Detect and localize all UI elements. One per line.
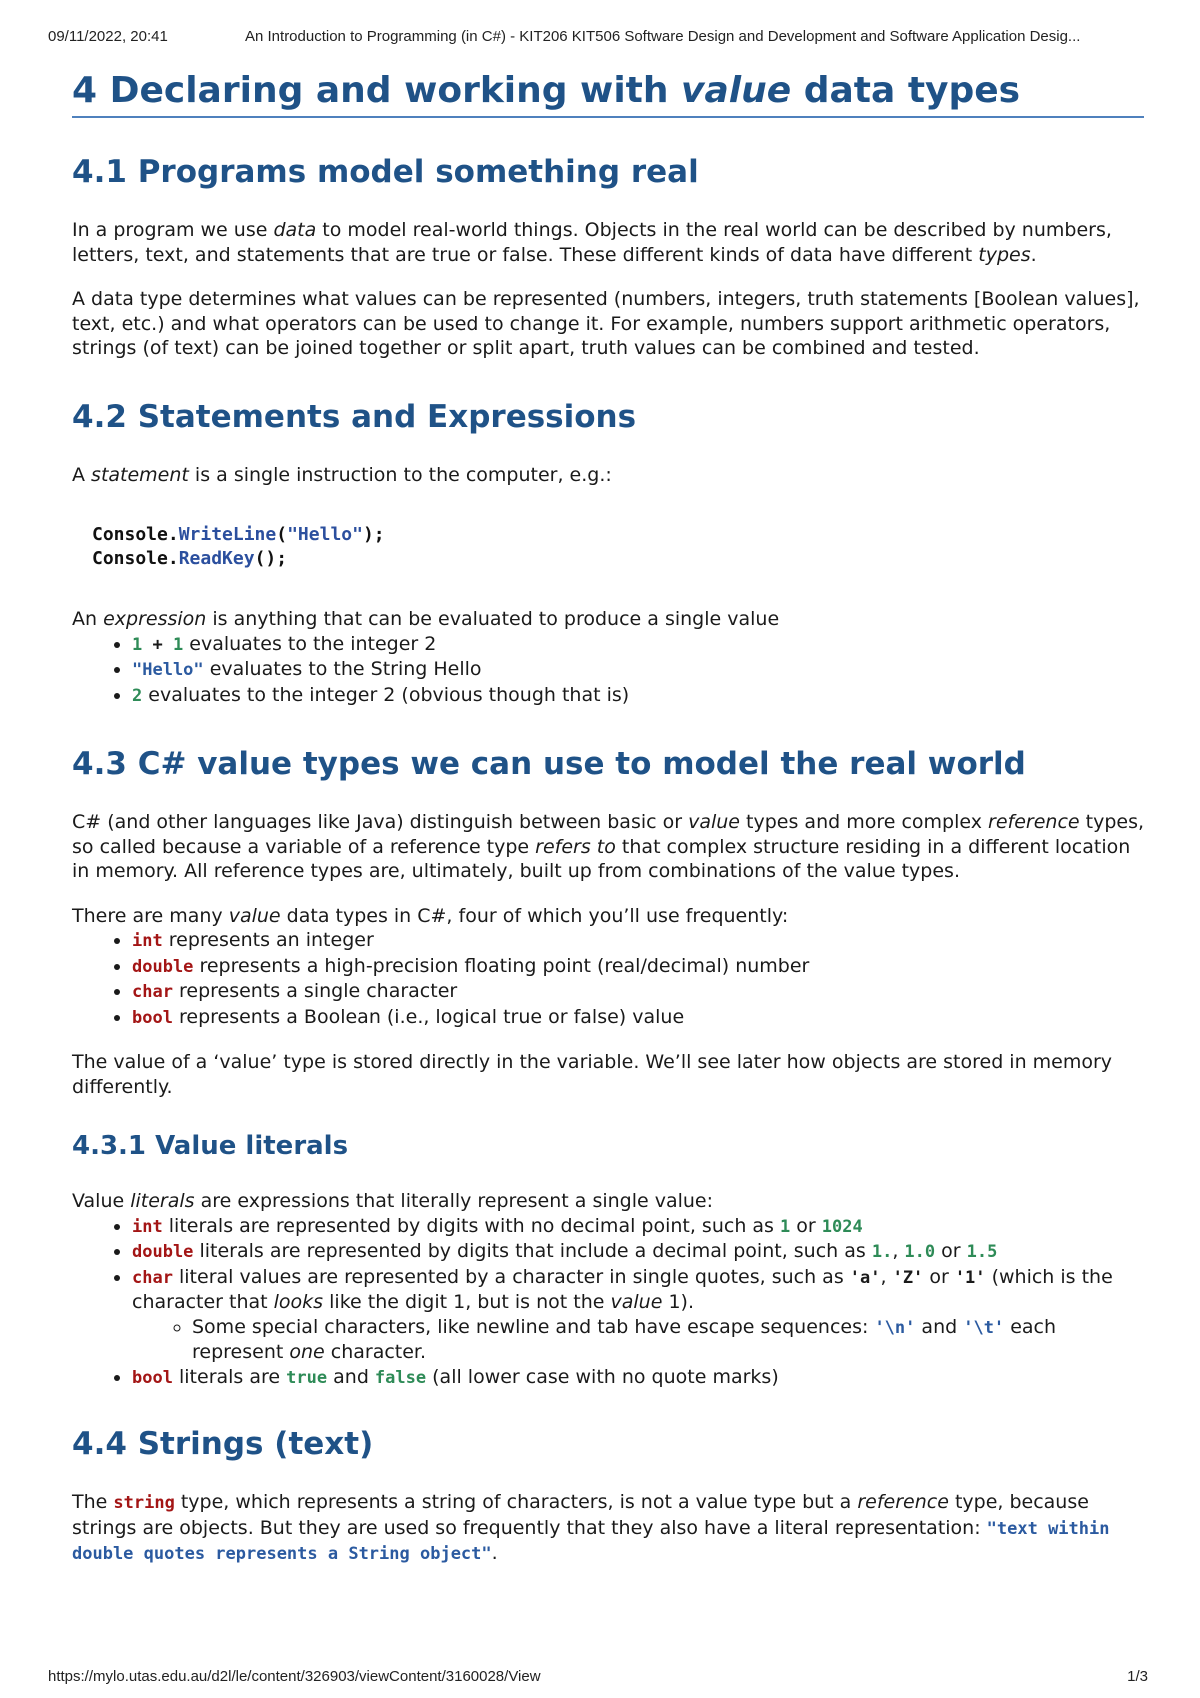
section-4-4-heading: 4.4 Strings (text)	[72, 1426, 374, 1462]
print-url: https://mylo.utas.edu.au/d2l/le/content/326903/viewContent/3160028/View	[48, 1668, 541, 1685]
section-4-3-paragraph-3: The value of a ‘value’ type is stored directly in the variable. We’ll see later how objects are stored in memory differently.	[72, 1051, 1113, 1098]
list-item: • double represents a high-precision floating point (real/decimal) number	[132, 954, 1144, 980]
literals-list	[72, 1214, 1144, 1391]
list-item: • 1 + 1 evaluates to the integer 2	[132, 632, 1144, 658]
value-types-list	[72, 928, 1144, 1030]
list-item: • char literal values are represented by a character in single quotes, such as 'a', 'Z' or '1' (which is the character that looks like the digit 1, but is not the value 1). ◦ Some special characters, like newline and tab have escape sequences: '\n' and '\t' each represent one character.	[132, 1265, 1144, 1365]
section-4-3-heading: 4.3 C# value types we can use to model the real world	[72, 746, 1026, 782]
list-item: • bool literals are true and false (all lower case with no quote marks)	[132, 1365, 1144, 1391]
code-line-2: Console.ReadKey();	[92, 548, 288, 569]
print-doc-title: An Introduction to Programming (in C#) - KIT206 KIT506 Software Design and Development and Software Application Desig...	[245, 28, 1081, 45]
expression-definition: An expression is anything that can be evaluated to produce a single value	[72, 608, 780, 630]
list-item: • "Hello" evaluates to the String Hello	[132, 657, 1144, 683]
section-4-1-paragraph-1: In a program we use data to model real-world things. Objects in the real world can be described by numbers, letters, text, and statements that are true or false. These different kinds of data have different types.	[72, 219, 1112, 266]
section-4-3-paragraph-1: C# (and other languages like Java) distinguish between basic or value types and more complex reference types, so called because a variable of a reference type refers to that complex structure residing in a different location in memory. All reference types are, ultimately, built up from combinations of the value types.	[72, 811, 1145, 882]
section-4-1-heading: 4.1 Programs model something real	[72, 154, 699, 190]
code-line-1: Console.WriteLine("Hello");	[92, 524, 385, 545]
list-item: • bool represents a Boolean (i.e., logical true or false) value	[132, 1005, 1144, 1031]
section-4-2-heading: 4.2 Statements and Expressions	[72, 398, 637, 435]
section-4-4-paragraph: The string type, which represents a string of characters, is not a value type but a reference type, because strings are objects. But they are used so frequently that they also have a literal representation: "text within double quotes represents a String object".	[72, 1491, 1110, 1564]
escape-sequences-sublist	[132, 1315, 1144, 1365]
expression-list	[72, 632, 1144, 709]
list-item: • 2 evaluates to the integer 2 (obvious though that is)	[132, 683, 1144, 709]
list-item: • int literals are represented by digits with no decimal point, such as 1 or 1024	[132, 1214, 1144, 1240]
document-content	[72, 68, 1144, 1587]
list-item: ◦ Some special characters, like newline and tab have escape sequences: '\n' and '\t' each represent one character.	[192, 1315, 1144, 1365]
print-header	[0, 28, 1200, 48]
print-footer	[0, 1668, 1200, 1688]
section-4-1-paragraph-2: A data type determines what values can be represented (numbers, integers, truth statements [Boolean values], text, etc.) and what operators can be used to change it. For example, numbers support arithmetic operators, strings (of text) can be joined together or split apart, truth values can be combined and tested.	[72, 288, 1140, 359]
page-number: 1/3	[1127, 1668, 1148, 1685]
list-item: • int represents an integer	[132, 928, 1144, 954]
page-title: 4 Declaring and working with value data types	[72, 68, 1144, 118]
statement-definition: A statement is a single instruction to the computer, e.g.:	[72, 463, 612, 486]
list-item: • char represents a single character	[132, 979, 1144, 1005]
section-4-3-1-heading: 4.3.1 Value literals	[72, 1131, 349, 1161]
literals-definition: Value literals are expressions that literally represent a single value:	[72, 1190, 714, 1212]
list-item: • double literals are represented by digits that include a decimal point, such as 1., 1.0 or 1.5	[132, 1239, 1144, 1265]
print-datetime: 09/11/2022, 20:41	[48, 28, 168, 45]
section-4-3-paragraph-2: There are many value data types in C#, four of which you’ll use frequently:	[72, 904, 789, 927]
code-example	[92, 523, 1144, 571]
